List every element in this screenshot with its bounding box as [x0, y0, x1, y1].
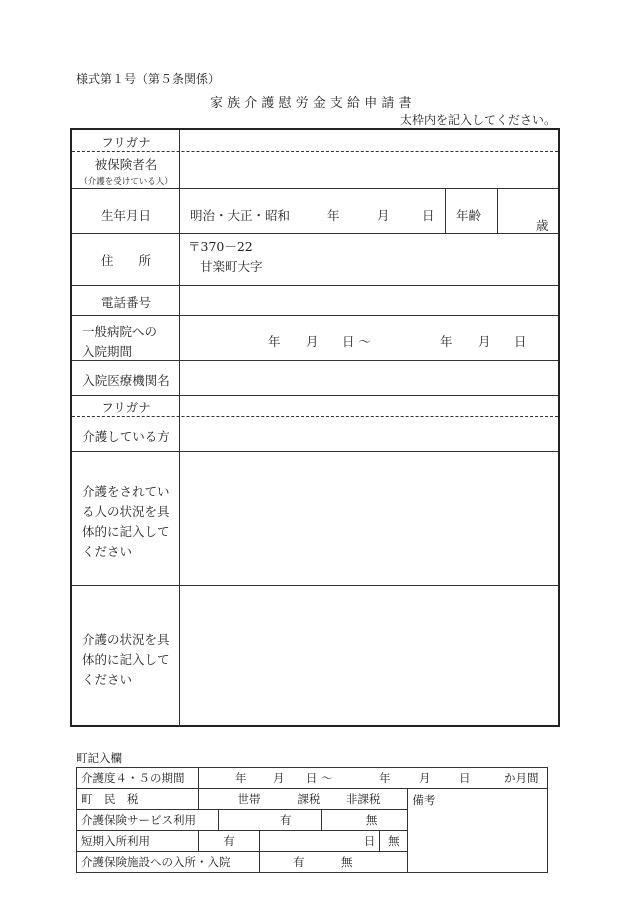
- application-form: [70, 128, 560, 727]
- service-no[interactable]: 無: [322, 810, 408, 831]
- form-number: 様式第１号（第５条関係）: [76, 72, 221, 86]
- care-status-field[interactable]: [180, 586, 560, 727]
- cp-month-1: 月: [273, 771, 285, 785]
- facility-options: [260, 852, 408, 873]
- insured-name-field[interactable]: [180, 152, 560, 188]
- care-status-line-3: ください: [82, 672, 133, 687]
- remarks-cell[interactable]: [408, 789, 548, 873]
- office-use-table: [76, 767, 548, 873]
- age-label: 年齢: [456, 208, 482, 223]
- cp-day-1: 日 ～: [305, 771, 333, 785]
- birth-month-unit: 月: [377, 208, 390, 223]
- furigana-field[interactable]: [180, 130, 560, 151]
- period-from-year: 年: [268, 334, 281, 349]
- period-to-day: 日: [514, 334, 527, 349]
- recipient-status-line-3: 体的に記入して: [82, 524, 170, 539]
- hospital-name-label: 入院医療機関名: [82, 373, 170, 388]
- period-from-month: 月: [306, 334, 319, 349]
- short-stay-days[interactable]: 日: [260, 831, 380, 852]
- birth-year-unit: 年: [327, 208, 340, 223]
- short-stay-no[interactable]: 無: [380, 831, 408, 852]
- hospital-name-field[interactable]: [180, 361, 560, 395]
- hospital-period-label-1: 一般病院への: [82, 324, 158, 339]
- recipient-status-line-1: 介護をされてい: [82, 484, 170, 499]
- tax-taxed[interactable]: 課税: [297, 792, 321, 806]
- furigana-field-2[interactable]: [180, 396, 560, 416]
- service-label: 介護保険サービス利用: [77, 810, 219, 831]
- age-field[interactable]: [498, 188, 560, 233]
- furigana-label: フリガナ: [101, 135, 151, 150]
- page-title: 家 族 介 護 慰 労 金 支 給 申 請 書: [210, 96, 412, 111]
- period-to-month: 月: [478, 334, 491, 349]
- remarks-label: 備考: [412, 793, 436, 807]
- tax-nontaxed[interactable]: 非課税: [346, 792, 381, 806]
- period-to-year: 年: [440, 334, 453, 349]
- birth-day-unit: 日: [422, 208, 435, 223]
- recipient-status-field[interactable]: [180, 452, 560, 585]
- tax-label: 町 民 税: [77, 789, 199, 810]
- cp-year-1: 年: [235, 771, 247, 785]
- tax-household[interactable]: 世帯: [237, 792, 261, 806]
- postal-code: 〒370－22: [188, 239, 253, 254]
- care-period-label: 介護度４・５の期間: [77, 768, 199, 789]
- recipient-status-line-4: ください: [82, 544, 133, 559]
- phone-label: 電話番号: [100, 295, 151, 310]
- facility-no[interactable]: 無: [340, 855, 353, 869]
- short-stay-label: 短期入所利用: [77, 831, 199, 852]
- birthdate-label: 生年月日: [100, 208, 151, 223]
- care-status-line-2: 体的に記入して: [82, 652, 170, 667]
- care-period-row: [198, 768, 547, 789]
- address-label: 住 所: [100, 253, 151, 268]
- era-options[interactable]: 明治・大正・昭和: [190, 208, 291, 223]
- service-yes[interactable]: 有: [218, 810, 322, 831]
- facility-yes[interactable]: 有: [292, 855, 305, 869]
- cp-month-2: 月: [419, 771, 431, 785]
- hospital-period-label-2: 入院期間: [82, 344, 133, 359]
- furigana-label-2: フリガナ: [101, 400, 151, 415]
- office-use-heading: 町記入欄: [76, 751, 122, 765]
- period-from-day: 日 ～: [342, 334, 371, 349]
- facility-label: 介護保険施設への入所・入院: [77, 852, 260, 873]
- cp-year-2: 年: [379, 771, 391, 785]
- insured-name-note: （介護を受けている人）: [79, 177, 173, 187]
- cp-months: か月間: [504, 771, 539, 785]
- recipient-status-line-2: る人の状況を具: [82, 504, 170, 519]
- tax-row: [198, 789, 408, 810]
- insured-name-label: 被保険者名: [94, 157, 158, 172]
- age-unit: 歳: [536, 218, 549, 233]
- care-status-line-1: 介護の状況を具: [82, 632, 170, 647]
- caregiver-field[interactable]: [180, 417, 560, 451]
- short-stay-yes[interactable]: 有: [198, 831, 260, 852]
- town-name[interactable]: 甘楽町大字: [200, 259, 263, 274]
- cp-day-2: 日: [459, 771, 471, 785]
- caregiver-label: 介護している方: [82, 429, 170, 444]
- phone-field[interactable]: [180, 286, 560, 315]
- instruction-text: 太枠内を記入してください。: [400, 113, 557, 127]
